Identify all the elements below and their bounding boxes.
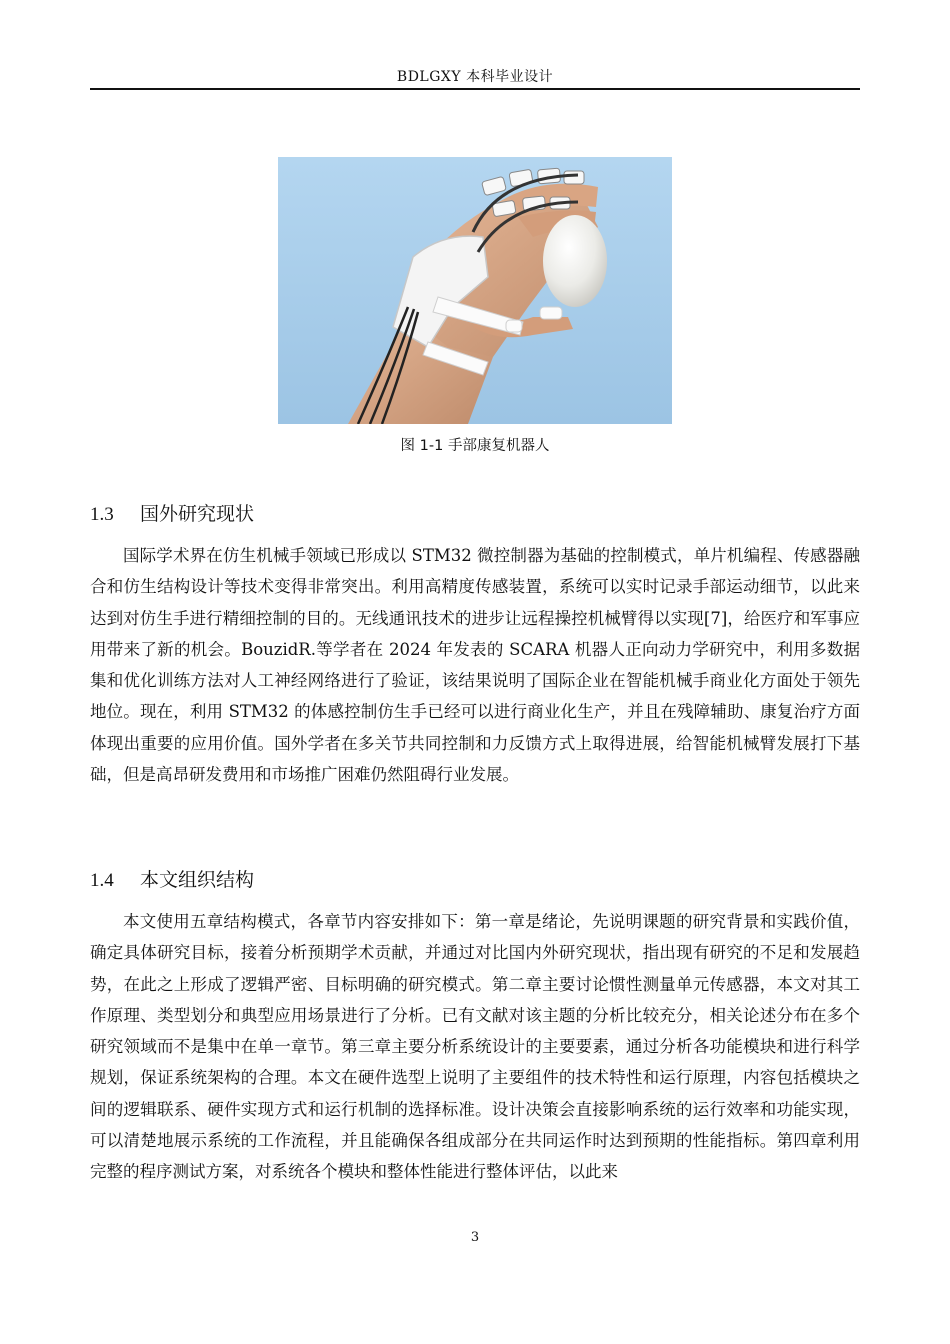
section-number: 1.3 (90, 504, 114, 525)
header-title: BDLGXY 本科毕业设计 (396, 69, 554, 85)
section-heading-1-3 (90, 500, 254, 529)
section-title: 国外研究现状 (140, 503, 255, 525)
section-heading-1-4 (90, 866, 254, 895)
section-title: 本文组织结构 (140, 869, 255, 891)
robotic-rehabilitation-glove-holding-egg-icon (278, 157, 672, 424)
section-number: 1.4 (90, 870, 114, 891)
figure-caption: 图 1-1 手部康复机器人 (400, 438, 550, 454)
paragraph-thesis-structure: 本文使用五章结构模式，各章节内容安排如下：第一章是绪论，先说明课题的研究背景和实践价值，确定具体研究目标，接着分析预期学术贡献，并通过对比国内外研究现状，指出现有研究的不足和发展趋势，在此之上形成了逻辑严密、目标明确的研究模式。第二章主要讨论惯性测量单元传感器，本文对其工作原理、类型划分和典型应用场景进行了分析。已有文献对该主题的分析比较充分，相关论述分布在多个研究领域而不是集中在单一章节。第三章主要分析系统设计的主要要素，通过分析各功能模块和进行科学规划，保证系统架构的合理。本文在硬件选型上说明了主要组件的技术特性和运行原理，内容包括模块之间的逻辑联系、硬件实现方式和运行机制的选择标准。设计决策会直接影响系统的运行效率和功能实现，可以清楚地展示系统的工作流程，并且能确保各组成部分在共同运作时达到预期的性能指标。第四章利用完整的程序测试方案，对系统各个模块和整体性能进行整体评估，以此来 (90, 912, 860, 1182)
figure-hand-rehabilitation-robot (278, 157, 672, 424)
page-header (90, 66, 860, 90)
paragraph-foreign-research: 国际学术界在仿生机械手领域已形成以 STM32 微控制器为基础的控制模式，单片机编程、传感器融合和仿生结构设计等技术变得非常突出。利用高精度传感装置，系统可以实时记录手部运动细节，以此来达到对仿生手进行精细控制的目的。无线通讯技术的进步让远程操控机械臂得以实现[7]，给医疗和军事应用带来了新的机会。BouzidR.等学者在 2024 年发表的 SCARA 机器人正向动力学研究中，利用多数据集和优化训练方法对人工神经网络进行了验证，该结果说明了国际企业在智能机械手商业化方面处于领先地位。现在，利用 STM32 的体感控制仿生手已经可以进行商业化生产，并且在残障辅助、康复治疗方面体现出重要的应用价值。国外学者在多关节共同控制和力反馈方式上取得进展，给智能机械臂发展打下基础，但是高昂研发费用和市场推广困难仍然阻碍行业发展。 (90, 546, 860, 785)
page-number: 3 (470, 1230, 480, 1245)
